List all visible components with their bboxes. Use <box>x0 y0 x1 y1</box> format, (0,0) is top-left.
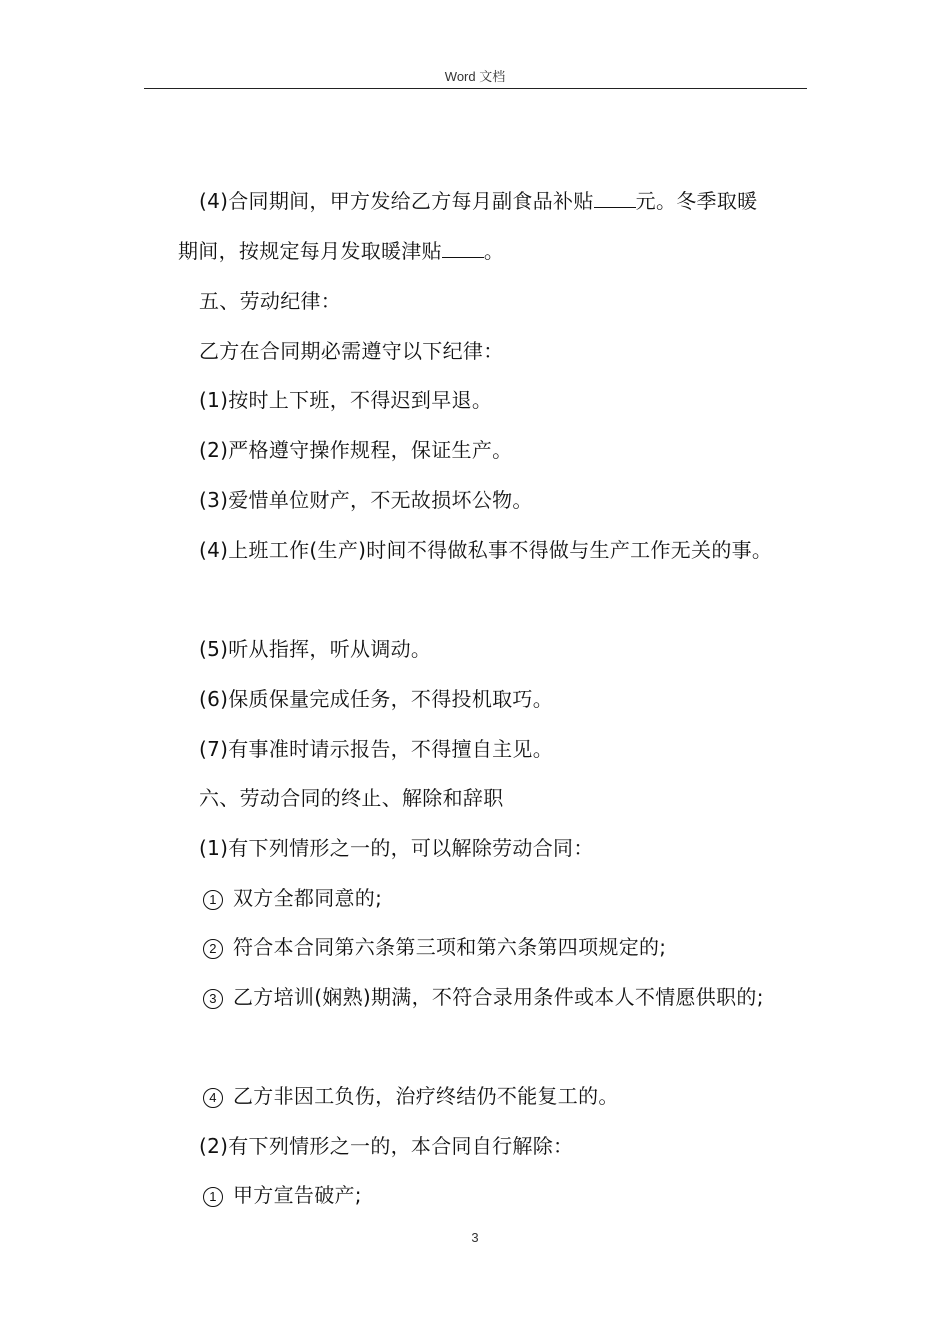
section-heading-discipline: 五、劳动纪律： <box>199 289 342 313</box>
discipline-item: (2)严格遵守操作规程，保证生产。 <box>199 438 513 462</box>
circled-number-icon: 3 <box>203 989 223 1009</box>
termination-item <box>203 934 666 960</box>
circled-number-icon: 4 <box>203 1088 223 1108</box>
circled-number-icon: 2 <box>203 939 223 959</box>
discipline-item: (5)听从指挥，听从调动。 <box>199 637 432 661</box>
termination-item <box>203 1083 619 1109</box>
page-header-title: Word 文档 <box>444 69 506 84</box>
paragraph-subsidy-line2 <box>178 238 504 264</box>
fill-in-blank <box>594 189 636 208</box>
termination-item-text: 甲方宣告破产; <box>233 1183 362 1207</box>
discipline-item: (3)爱惜单位财产，不无故损坏公物。 <box>199 488 533 512</box>
termination-item <box>203 984 764 1010</box>
circled-number-icon: 1 <box>203 1187 223 1207</box>
discipline-item: (4)上班工作(生产)时间不得做私事不得做与生产工作无关的事。 <box>199 538 773 562</box>
paragraph-text: 元。冬季取暖 <box>635 189 758 213</box>
termination-item-text: 乙方非因工负伤，治疗终结仍不能复工的。 <box>233 1084 619 1108</box>
header-divider <box>144 88 807 89</box>
paragraph-text: 。 <box>483 239 505 263</box>
termination-item <box>203 885 382 911</box>
termination-subclause-2: (2)有下列情形之一的，本合同自行解除： <box>199 1134 574 1158</box>
paragraph-subsidy-line1 <box>199 188 757 214</box>
termination-item <box>203 1182 362 1208</box>
paragraph-text: (4)合同期间，甲方发给乙方每月副食品补贴 <box>199 189 594 213</box>
termination-item-text: 双方全都同意的; <box>233 886 383 910</box>
discipline-item: (6)保质保量完成任务，不得投机取巧。 <box>199 687 554 711</box>
termination-item-text: 乙方培训(娴熟)期满，不符合录用条件或本人不情愿供职的; <box>233 985 764 1009</box>
discipline-intro: 乙方在合同期必需遵守以下纪律： <box>199 339 504 363</box>
page-number: 3 <box>471 1230 479 1245</box>
termination-subclause-1: (1)有下列情形之一的，可以解除劳动合同： <box>199 836 594 860</box>
section-heading-termination: 六、劳动合同的终止、解除和辞职 <box>199 786 504 810</box>
paragraph-text: 期间，按规定每月发取暖津贴 <box>178 239 442 263</box>
fill-in-blank <box>442 239 484 258</box>
discipline-item: (7)有事准时请示报告，不得擅自主见。 <box>199 737 554 761</box>
circled-number-icon: 1 <box>203 890 223 910</box>
termination-item-text: 符合本合同第六条第三项和第六条第四项规定的; <box>233 935 667 959</box>
discipline-item: (1)按时上下班，不得迟到早退。 <box>199 388 493 412</box>
